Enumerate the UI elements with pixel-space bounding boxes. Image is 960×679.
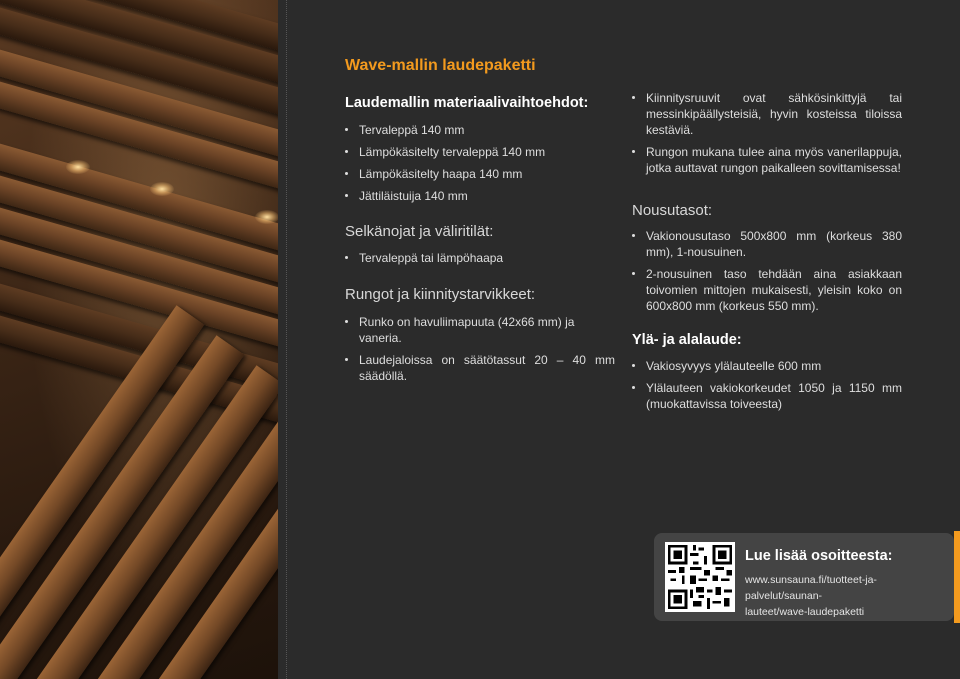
url-line[interactable]: lauteet/wave-laudepaketti [745,606,865,618]
steps-list [632,228,902,314]
list-item: Jättiläistuija 140 mm [345,188,615,204]
more-info-label: Lue lisää osoitteesta: [745,548,893,564]
backrests-list [345,250,615,266]
fasteners-list [632,90,902,176]
materials-heading: Laudemallin materiaalivaihtoehdot: [345,95,589,111]
frames-heading: Rungot ja kiinnitystarvikkeet: [345,286,536,303]
benches-heading: Ylä- ja alalaude: [632,332,742,348]
frames-list [345,314,615,384]
materials-list [345,122,615,204]
backrests-heading: Selkänojat ja väliritilät: [345,223,494,240]
list-item: Lämpökäsitelty tervaleppä 140 mm [345,144,615,160]
list-item: Tervaleppä tai lämpöhaapa [345,250,615,266]
page-title: Wave-mallin laudepaketti [345,57,536,74]
url-line[interactable]: www.sunsauna.fi/tuotteet-ja-palvelut/saunan- [745,574,877,602]
list-item: Tervaleppä 140 mm [345,122,615,138]
sauna-bench-photo [0,0,278,679]
column-divider [286,0,287,679]
accent-tab [954,531,960,623]
list-item: Vakiosyvyys ylälauteelle 600 mm [632,358,902,374]
list-item: Lämpökäsitelty haapa 140 mm [345,166,615,182]
list-item: Runko on havuliimapuuta (42x66 mm) ja vaneria. [345,314,615,346]
list-item: 2-nousuinen taso tehdään aina asiakkaan toivomien mittojen mukaisesti, yleisin koko on 600x800 mm (korkeus 550 mm). [632,266,902,314]
benches-list [632,358,902,412]
list-item: Rungon mukana tulee aina myös vanerilappuja, jotka auttavat rungon paikalleen sovittamisessa! [632,144,902,176]
steps-heading: Nousutasot: [632,202,713,219]
list-item: Laudejaloissa on säätötassut 20 – 40 mm säädöllä. [345,352,615,384]
list-item: Vakionousutaso 500x800 mm (korkeus 380 mm), 1-nousuinen. [632,228,902,260]
list-item: Kiinnitysruuvit ovat sähkösinkittyjä tai messinkipäällysteisiä, hyvin kosteissa tiloissa kestäviä. [632,90,902,138]
qr-code-icon[interactable] [665,542,735,612]
more-info-link[interactable] [745,572,945,620]
list-item: Ylälauteen vakiokorkeudet 1050 ja 1150 mm (muokattavissa toiveesta) [632,380,902,412]
